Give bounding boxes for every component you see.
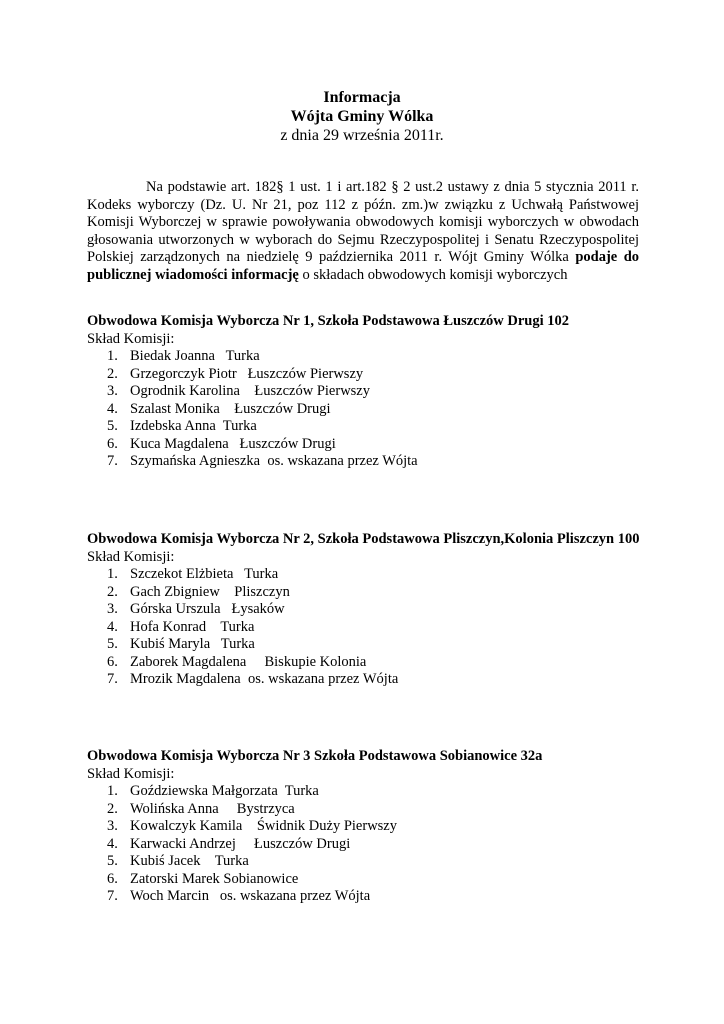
commission-section-3 [87,748,687,906]
member-number: 3. [107,601,118,617]
member-item [87,401,687,419]
member-text: Gach Zbigniew Pliszczyn [130,583,290,600]
member-item [87,418,687,436]
commission-composition-label: Skład Komisji: [87,548,175,565]
member-item [87,601,687,619]
member-text: Grzegorczyk Piotr Łuszczów Pierwszy [130,365,364,382]
member-item [87,818,687,836]
commission-section-2 [87,531,687,689]
member-item [87,801,687,819]
document-date: z dnia 29 września 2011r. [280,127,444,144]
member-item [87,636,687,654]
member-text: Karwacki Andrzej Łuszczów Drugi [130,835,351,852]
intro-bold-text: podaje do publicznej wiadomości informację [87,249,640,283]
member-number: 1. [107,783,118,799]
member-number: 2. [107,365,118,382]
member-number: 7. [107,888,118,904]
member-item [87,584,687,602]
intro-text-end: o składach obwodowych komisji wyborczych [302,266,568,283]
member-number: 6. [107,653,118,670]
member-number: 1. [107,348,118,364]
member-number: 3. [107,383,118,399]
member-text: Górska Urszula Łysaków [130,601,285,617]
member-text: Szymańska Agnieszka os. wskazana przez Wójta [130,453,418,469]
member-text: Goździewska Małgorzata Turka [130,783,319,799]
member-item [87,783,687,801]
member-number: 6. [107,435,118,452]
member-text: Kubiś Jacek Turka [130,853,249,869]
member-item [87,671,687,689]
member-number: 5. [107,636,118,652]
member-text: Zaborek Magdalena Biskupie Kolonia [130,653,367,670]
member-list [87,783,687,906]
member-number: 5. [107,853,118,869]
commission-title: Obwodowa Komisja Wyborcza Nr 3 Szkoła Podstawowa Sobianowice 32a [87,748,543,764]
member-number: 5. [107,418,118,434]
intro-text: Na podstawie art. 182§ 1 ust. 1 i art.182 § 2 ust.2 ustawy z dnia 5 stycznia 2011 r. Kodeks wyborczy (Dz. U. Nr 21, poz 112 z późn. zm.)w związku z Uchwałą Państwowej Komisji Wyborczej w sprawie powoływania obwodowych komisji wyborczych w obwodach głosowania utworzonych w wyborach do Sejmu Rzeczypospolitej i Senatu Rzeczypospolitej Polskiej zarządzonych na niedzielę 9 października 2011 r. Wójt Gminy Wólka [87,179,639,265]
member-item [87,383,687,401]
member-number: 7. [107,453,118,469]
member-item [87,436,687,454]
document-issuer: Wójta Gminy Wólka [290,108,434,125]
document-header [0,88,724,145]
commission-composition-label: Skład Komisji: [87,765,175,782]
commission-title: Obwodowa Komisja Wyborcza Nr 1, Szkoła Podstawowa Łuszczów Drugi 102 [87,313,569,329]
commission-composition-label: Skład Komisji: [87,330,175,347]
member-text: Ogrodnik Karolina Łuszczów Pierwszy [130,383,370,399]
member-text: Woch Marcin os. wskazana przez Wójta [130,888,371,904]
member-text: Szalast Monika Łuszczów Drugi [130,400,331,417]
commission-title: Obwodowa Komisja Wyborcza Nr 2, Szkoła Podstawowa Pliszczyn,Kolonia Pliszczyn 100 [87,531,640,547]
member-list [87,566,687,689]
member-text: Hofa Konrad Turka [130,618,255,635]
commission-section-1 [87,313,687,471]
member-item [87,619,687,637]
member-item [87,654,687,672]
member-number: 2. [107,583,118,600]
member-text: Kuca Magdalena Łuszczów Drugi [130,435,336,452]
member-text: Mrozik Magdalena os. wskazana przez Wójta [130,671,399,687]
member-list [87,348,687,471]
member-item [87,566,687,584]
member-text: Zatorski Marek Sobianowice [130,870,299,887]
member-number: 7. [107,671,118,687]
member-item [87,853,687,871]
member-item [87,348,687,366]
member-text: Wolińska Anna Bystrzyca [130,800,295,817]
member-number: 1. [107,566,118,582]
member-text: Izdebska Anna Turka [130,418,257,434]
member-item [87,836,687,854]
document-title: Informacja [323,89,401,106]
member-item [87,888,687,906]
member-text: Kubiś Maryla Turka [130,636,255,652]
member-text: Szczekot Elżbieta Turka [130,566,279,582]
member-number: 2. [107,800,118,817]
member-text: Biedak Joanna Turka [130,348,260,364]
member-item [87,871,687,889]
member-text: Kowalczyk Kamila Świdnik Duży Pierwszy [130,818,397,834]
member-number: 4. [107,618,118,635]
member-item [87,453,687,471]
member-item [87,366,687,384]
member-number: 6. [107,870,118,887]
member-number: 3. [107,818,118,834]
member-number: 4. [107,400,118,417]
intro-paragraph [87,179,639,284]
member-number: 4. [107,835,118,852]
